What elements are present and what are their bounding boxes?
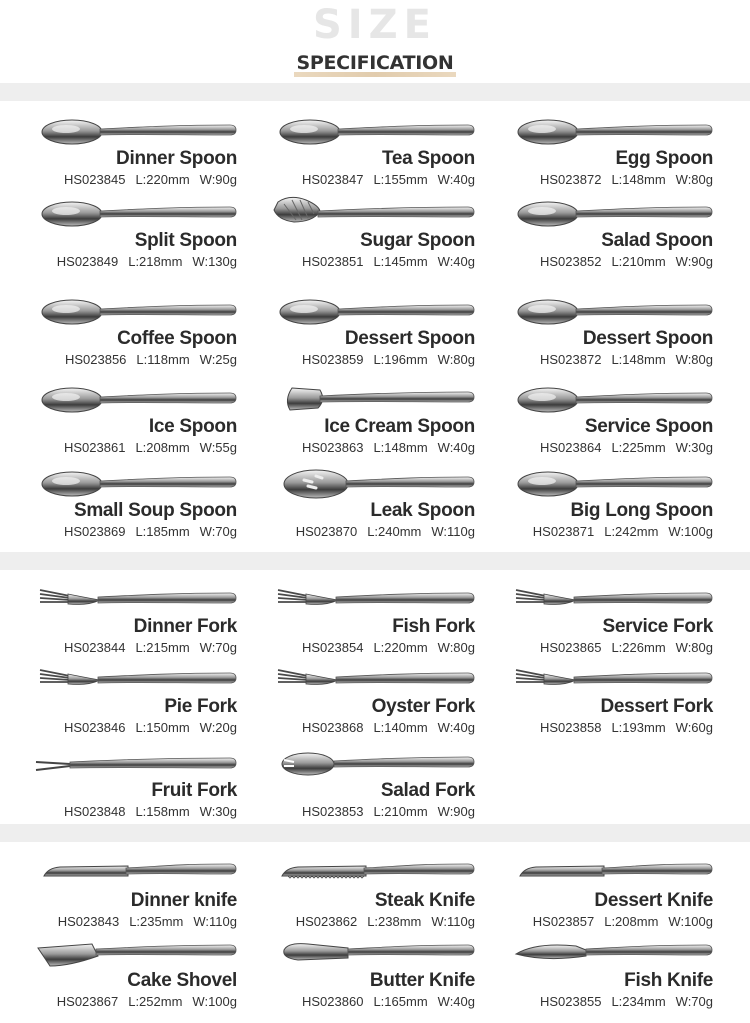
product-code: HS023858	[540, 720, 602, 735]
product-name: Salad Spoon	[601, 230, 713, 251]
product-item	[0, 852, 240, 932]
product-weight: W:30g	[199, 804, 237, 819]
product-length: L:196mm	[373, 352, 428, 367]
product-weight: W:80g	[437, 352, 475, 367]
product-weight: W:90g	[199, 172, 237, 187]
product-spec	[296, 524, 475, 539]
product-code: HS023860	[302, 994, 364, 1009]
product-length: L:208mm	[135, 440, 190, 455]
product-spec	[533, 914, 713, 929]
product-weight: W:130g	[192, 254, 237, 269]
product-weight: W:80g	[437, 640, 475, 655]
product-name: Dessert Fork	[600, 696, 713, 717]
product-length: L:226mm	[611, 640, 666, 655]
product-item	[0, 932, 240, 1012]
product-weight: W:110g	[193, 914, 237, 929]
product-spec	[302, 640, 475, 655]
product-item	[476, 658, 716, 738]
product-name: Fruit Fork	[151, 780, 237, 801]
product-code: HS023863	[302, 440, 364, 455]
product-spec	[64, 720, 237, 735]
product-length: L:140mm	[373, 720, 428, 735]
product-name: Leak Spoon	[370, 500, 475, 521]
product-code: HS023871	[532, 524, 595, 539]
product-length: L:218mm	[128, 254, 183, 269]
product-weight: W:60g	[675, 720, 713, 735]
product-weight: W:25g	[199, 352, 237, 367]
product-item	[476, 852, 716, 932]
product-code: HS023862	[295, 914, 358, 929]
product-spec	[533, 524, 713, 539]
product-spec	[540, 352, 713, 367]
product-code: HS023851	[302, 254, 364, 269]
product-code: HS023843	[57, 914, 120, 929]
product-spec	[302, 172, 475, 187]
product-item	[238, 290, 478, 370]
product-code: HS023872	[540, 172, 602, 187]
product-name: Dinner Fork	[133, 616, 237, 637]
product-weight: W:110g	[431, 524, 475, 539]
product-weight: W:80g	[675, 172, 713, 187]
product-code: HS023856	[64, 352, 127, 367]
product-name: Ice Cream Spoon	[324, 416, 475, 437]
product-weight: W:90g	[437, 804, 475, 819]
product-name: Sugar Spoon	[360, 230, 475, 251]
product-weight: W:70g	[199, 524, 237, 539]
product-spec	[540, 440, 713, 455]
product-weight: W:70g	[199, 640, 237, 655]
product-name: Service Spoon	[584, 416, 713, 437]
product-length: L:210mm	[373, 804, 428, 819]
product-spec	[64, 640, 237, 655]
product-weight: W:55g	[199, 440, 237, 455]
product-name: Cake Shovel	[127, 970, 237, 991]
product-spec	[57, 994, 237, 1009]
product-spec	[540, 172, 713, 187]
product-length: L:118mm	[136, 352, 190, 367]
product-item	[238, 110, 478, 190]
product-name: Oyster Fork	[371, 696, 475, 717]
product-code: HS023847	[302, 172, 364, 187]
product-length: L:150mm	[135, 720, 190, 735]
product-length: L:242mm	[604, 524, 659, 539]
product-name: Dinner Spoon	[116, 148, 237, 169]
product-weight: W:90g	[675, 254, 713, 269]
product-name: Coffee Spoon	[117, 328, 237, 349]
product-weight: W:30g	[675, 440, 713, 455]
product-name: Steak Knife	[374, 890, 475, 911]
product-length: L:210mm	[611, 254, 666, 269]
product-length: L:225mm	[611, 440, 666, 455]
product-spec	[302, 994, 475, 1009]
page-title: SIZE	[312, 2, 438, 48]
section-divider	[0, 83, 750, 101]
product-spec	[64, 804, 237, 819]
product-length: L:155mm	[373, 172, 428, 187]
product-length: L:165mm	[373, 994, 428, 1009]
product-length: L:252mm	[128, 994, 183, 1009]
product-length: L:208mm	[604, 914, 659, 929]
product-spec	[65, 352, 237, 367]
product-weight: W:110g	[431, 914, 475, 929]
product-code: HS023849	[56, 254, 119, 269]
product-length: L:185mm	[135, 524, 190, 539]
product-item	[476, 462, 716, 542]
page-subtitle-wrap	[0, 52, 750, 74]
product-name: Ice Spoon	[148, 416, 237, 437]
product-code: HS023855	[540, 994, 602, 1009]
product-spec	[64, 440, 237, 455]
product-length: L:145mm	[373, 254, 428, 269]
product-item	[0, 192, 240, 272]
product-spec	[302, 440, 475, 455]
product-weight: W:40g	[437, 994, 475, 1009]
product-spec	[302, 254, 475, 269]
product-code: HS023844	[64, 640, 126, 655]
product-length: L:148mm	[373, 440, 428, 455]
product-code: HS023867	[56, 994, 119, 1009]
product-spec	[540, 640, 713, 655]
product-weight: W:70g	[675, 994, 713, 1009]
product-name: Split Spoon	[134, 230, 237, 251]
product-length: L:220mm	[373, 640, 428, 655]
product-item	[238, 742, 478, 822]
product-length: L:234mm	[611, 994, 666, 1009]
product-length: L:220mm	[135, 172, 190, 187]
product-weight: W:80g	[675, 352, 713, 367]
product-item	[0, 658, 240, 738]
product-weight: W:20g	[199, 720, 237, 735]
product-item	[476, 290, 716, 370]
product-code: HS023864	[540, 440, 602, 455]
product-weight: W:40g	[437, 720, 475, 735]
product-item	[476, 110, 716, 190]
product-item	[0, 462, 240, 542]
product-weight: W:100g	[668, 914, 713, 929]
product-name: Dinner knife	[130, 890, 237, 911]
product-code: HS023859	[302, 352, 364, 367]
product-item	[476, 378, 716, 458]
product-code: HS023846	[64, 720, 126, 735]
product-item	[0, 290, 240, 370]
product-item	[0, 110, 240, 190]
product-length: L:235mm	[129, 914, 184, 929]
product-spec	[540, 720, 713, 735]
product-spec	[540, 994, 713, 1009]
product-length: L:148mm	[611, 352, 666, 367]
product-name: Big Long Spoon	[570, 500, 713, 521]
product-weight: W:40g	[437, 440, 475, 455]
page-subtitle: SPECIFICATION	[296, 52, 454, 74]
product-length: L:238mm	[367, 914, 422, 929]
product-spec	[58, 914, 237, 929]
product-item	[0, 578, 240, 658]
product-spec	[302, 804, 475, 819]
product-code: HS023857	[532, 914, 595, 929]
product-code: HS023870	[295, 524, 358, 539]
product-item	[238, 378, 478, 458]
product-name: Dessert Spoon	[344, 328, 475, 349]
product-name: Fish Fork	[392, 616, 475, 637]
product-spec	[540, 254, 713, 269]
product-code: HS023852	[540, 254, 602, 269]
product-item	[238, 578, 478, 658]
product-length: L:158mm	[135, 804, 190, 819]
product-item	[476, 932, 716, 1012]
product-code: HS023861	[64, 440, 126, 455]
product-item	[0, 378, 240, 458]
product-weight: W:40g	[437, 254, 475, 269]
product-weight: W:40g	[437, 172, 475, 187]
product-item	[238, 658, 478, 738]
product-name: Service Fork	[602, 616, 713, 637]
product-name: Tea Spoon	[381, 148, 475, 169]
product-code: HS023872	[540, 352, 602, 367]
product-weight: W:100g	[192, 994, 237, 1009]
product-code: HS023854	[302, 640, 364, 655]
section-divider	[0, 552, 750, 570]
product-item	[238, 192, 478, 272]
product-spec	[64, 524, 237, 539]
product-code: HS023845	[64, 172, 126, 187]
product-name: Dessert Spoon	[582, 328, 713, 349]
product-length: L:193mm	[611, 720, 666, 735]
product-spec	[302, 352, 475, 367]
section-divider	[0, 824, 750, 842]
product-name: Pie Fork	[164, 696, 237, 717]
product-weight: W:80g	[675, 640, 713, 655]
product-name: Salad Fork	[380, 780, 475, 801]
product-item	[476, 578, 716, 658]
product-spec	[57, 254, 237, 269]
product-spec	[64, 172, 237, 187]
product-item	[238, 852, 478, 932]
product-spec	[302, 720, 475, 735]
product-code: HS023848	[64, 804, 126, 819]
product-item	[476, 192, 716, 272]
product-item	[238, 932, 478, 1012]
product-code: HS023868	[302, 720, 364, 735]
product-item	[238, 462, 478, 542]
product-name: Small Soup Spoon	[73, 500, 237, 521]
product-length: L:240mm	[367, 524, 422, 539]
product-code: HS023853	[302, 804, 364, 819]
product-code: HS023869	[64, 524, 126, 539]
product-name: Dessert Knife	[594, 890, 713, 911]
product-code: HS023865	[540, 640, 602, 655]
product-weight: W:100g	[668, 524, 713, 539]
product-length: L:215mm	[135, 640, 190, 655]
product-name: Egg Spoon	[615, 148, 713, 169]
product-name: Fish Knife	[624, 970, 713, 991]
product-name: Butter Knife	[369, 970, 475, 991]
product-spec	[296, 914, 475, 929]
product-item	[0, 742, 240, 822]
product-length: L:148mm	[611, 172, 666, 187]
